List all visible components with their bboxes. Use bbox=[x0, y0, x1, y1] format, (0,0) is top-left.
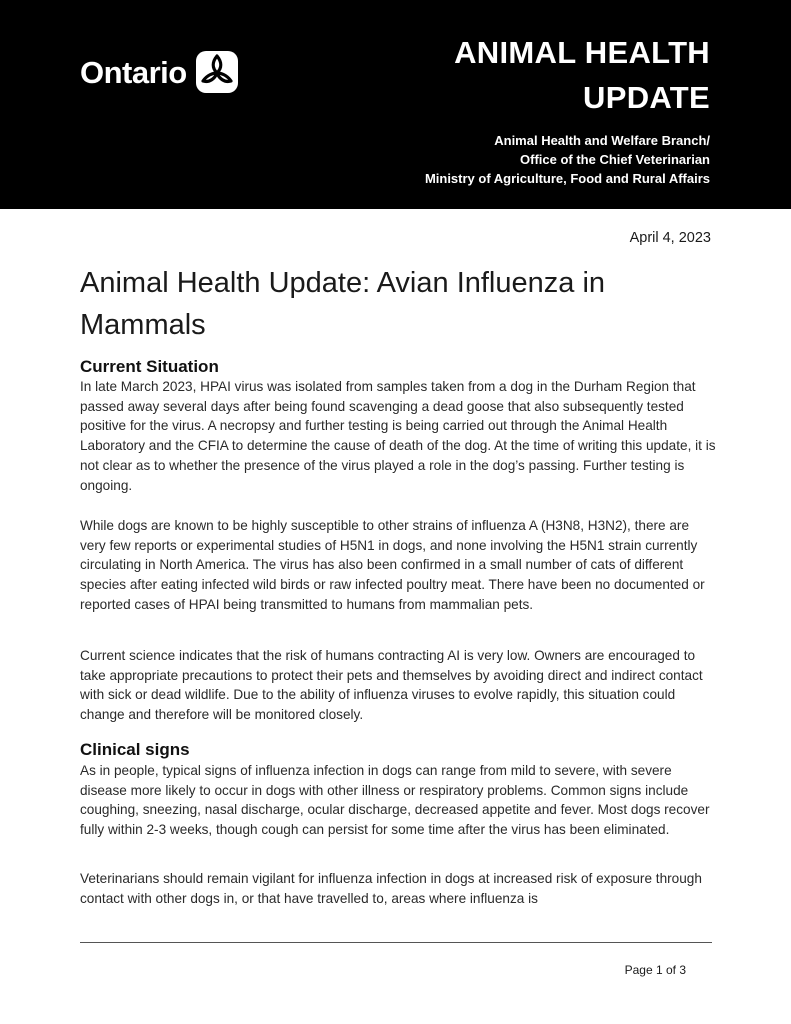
office-line: Office of the Chief Veterinarian bbox=[520, 152, 710, 167]
section-heading-clinical-signs: Clinical signs bbox=[80, 740, 190, 759]
paragraph: While dogs are known to be highly susceptible to other strains of influenza A (H3N8, H3N2), there are very few reports or experimental studies of H5N1 in dogs, and none involving the H5N1 strain currently circulating in North America. The virus has also been confirmed in a small number of cats of different species after eating infected wild birds or raw infected poultry meat. There have been no documented or reported cases of HPAI being transmitted to humans from mammalian pets. bbox=[80, 518, 705, 612]
issuing-branch bbox=[425, 131, 710, 188]
publication-title-line: UPDATE bbox=[583, 80, 710, 115]
document-header bbox=[0, 0, 791, 209]
paragraph: Veterinarians should remain vigilant for influenza infection in dogs at increased risk of exposure through contact with other dogs in, or that have travelled to, areas where influenza is bbox=[80, 871, 702, 906]
publication-title bbox=[454, 30, 710, 120]
paragraph: In late March 2023, HPAI virus was isolated from samples taken from a dog in the Durham Region that passed away several days after being found scavenging a dead goose that also subsequently tested positive for the virus. A necropsy and further testing is being carried out through the Animal Health Laboratory and the CFIA to determine the cause of death of the dog. At the time of writing this update, it is not clear as to whether the presence of the virus played a role in the dog’s passing. Further testing is ongoing. bbox=[80, 379, 716, 493]
logo-wordmark: Ontario bbox=[80, 54, 187, 90]
ontario-logo bbox=[80, 50, 239, 94]
page-number: Page 1 of 3 bbox=[624, 963, 686, 977]
footer-divider bbox=[80, 942, 712, 943]
paragraph: Current science indicates that the risk of humans contracting AI is very low. Owners are encouraged to take appropriate precautions to protect their pets and themselves by avoiding direct and indirect contact with sick or dead wildlife. Due to the ability of influenza viruses to evolve rapidly, this situation could change and therefore will be monitored closely. bbox=[80, 648, 703, 723]
branch-line: Animal Health and Welfare Branch/ bbox=[494, 133, 710, 148]
page-title: Animal Health Update: Avian Influenza in Mammals bbox=[80, 267, 606, 341]
ministry-line: Ministry of Agriculture, Food and Rural Affairs bbox=[424, 171, 710, 186]
trillium-icon bbox=[195, 50, 239, 94]
issue-date: April 4, 2023 bbox=[629, 230, 711, 246]
publication-title-line: ANIMAL HEALTH bbox=[454, 35, 710, 70]
section-heading-current-situation: Current Situation bbox=[80, 357, 219, 376]
paragraph: As in people, typical signs of influenza infection in dogs can range from mild to severe, with severe disease more likely to occur in dogs with other illness or respiratory problems. Common signs include coughing, sneezing, nasal discharge, ocular discharge, decreased appetite and fever. Most dogs recover fully within 2-3 weeks, though cough can persist for some time after the virus has been eliminated. bbox=[80, 763, 710, 838]
